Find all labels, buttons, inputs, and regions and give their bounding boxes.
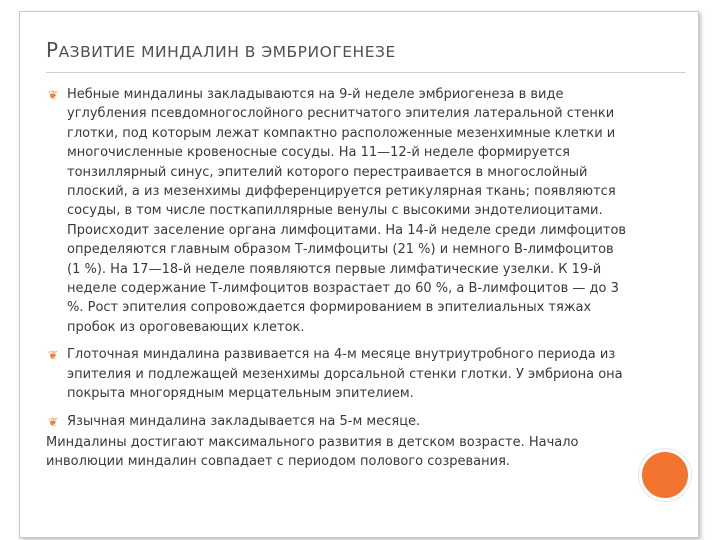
bullet-text: Глоточная миндалина развивается на 4-м месяце внутриутробного периода из эпителия и подлежащей мезенхимы дорсальной стенки глотки. У эмбриона она покрыта многорядным мерцательным эпителием.: [67, 347, 623, 402]
title-rest: АЗВИТИЕ МИНДАЛИН В ЭМБРИОГЕНЕЗЕ: [58, 43, 396, 61]
slide-title: [46, 38, 396, 62]
accent-circle-decoration: [639, 449, 691, 501]
curl-ornament-icon: ❦: [48, 88, 59, 102]
bullet-item-pharyngeal: [46, 345, 631, 403]
slide-content: [46, 85, 631, 472]
bullet-text: Небные миндалины закладываются на 9-й неделе эмбриогенеза в виде углубления псевдомногослойного реснитчатого эпителия латеральной стенки глотки, под которым лежат компактно расположенные мезенхимные клетки и многочисленные кровеносные сосуды. На 11—12-й неделе формируется тонзиллярный синус, эпителий которого перестраивается в многослойный плоский, а из мезенхимы дифференцируется ретикулярная ткань; появляются сосуды, в том числе посткапиллярные венулы с высокими эндотелиоцитами. Происходит заселение органа лимфоцитами. На 14-й неделе среди лимфоцитов определяются главным образом Т-лимфоциты (21 %) и немного В-лимфоцитов (1 %). На 17—18-й неделе появляются первые лимфатические узелки. К 19-й неделе содержание Т-лимфоцитов возрастает до 60 %, а В-лимфоцитов — до 3 %. Рост эпителия сопровождается формированием в эпителиальных тяжах пробок из ороговевающих клеток.: [67, 87, 627, 335]
closing-paragraph: Миндалины достигают максимального развития в детском возрасте. Начало инволюции миндалин совпадает с периодом полового созревания.: [46, 434, 579, 470]
title-divider: [46, 72, 686, 73]
bullet-text: Язычная миндалина закладывается на 5-м месяце.: [67, 413, 421, 429]
curl-ornament-icon: ❦: [48, 414, 59, 429]
bullet-item-lingual: [46, 412, 631, 431]
curl-ornament-icon: ❦: [48, 348, 59, 363]
title-first-letter: Р: [46, 38, 59, 62]
bullet-item-palatine: [46, 85, 631, 337]
